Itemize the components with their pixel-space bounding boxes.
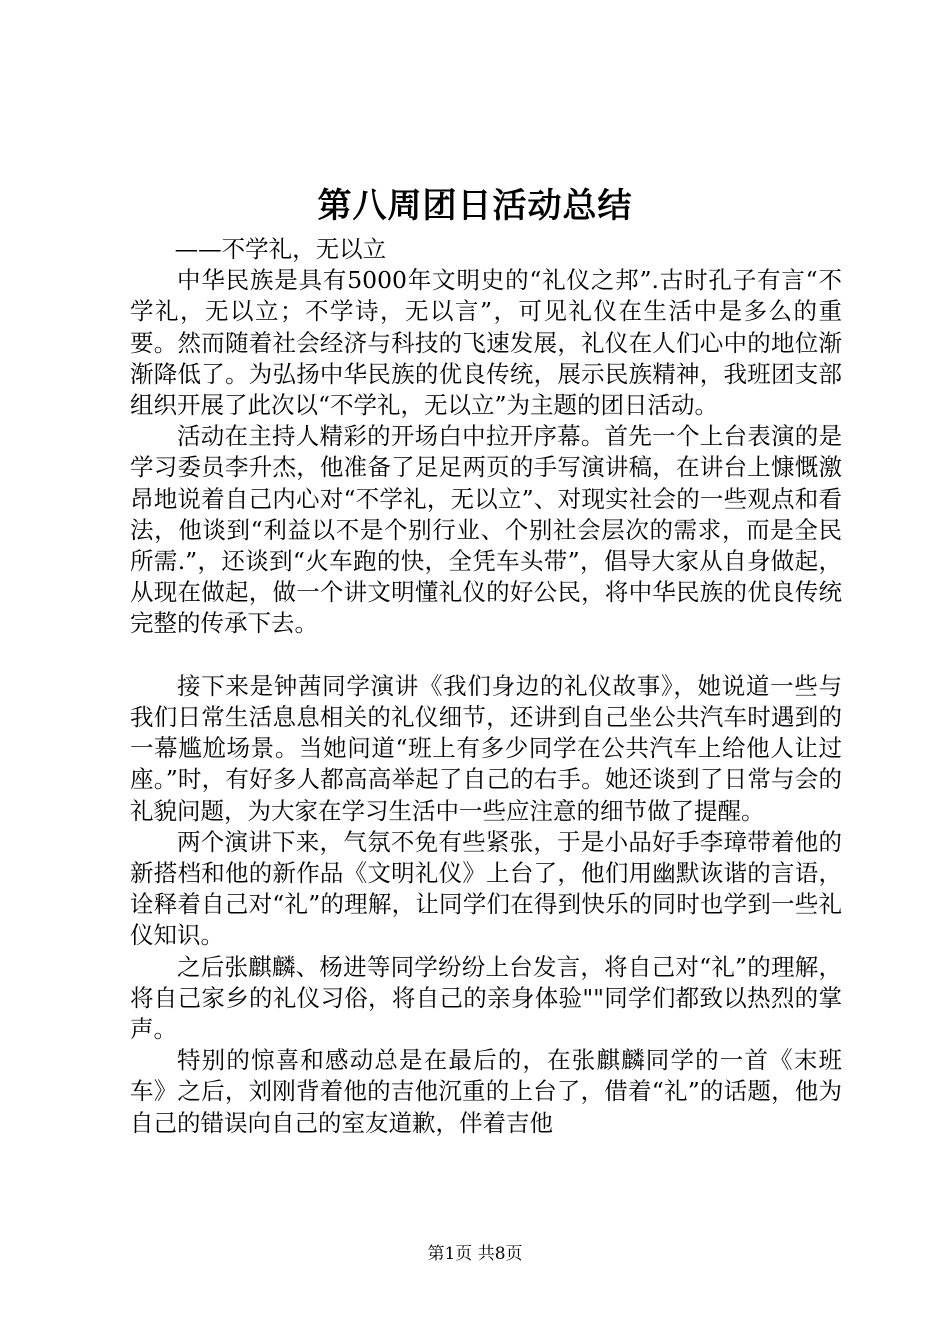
paragraph-finale: 特别的惊喜和感动总是在最后的，在张麒麟同学的一首《末班车》之后，刘刚背着他的吉他沉重的上台了，借着“礼”的话题，他为自己的错误向自己的室友道歉，伴着吉他 <box>130 1046 842 1137</box>
paragraph-speech: 接下来是钟茜同学演讲《我们身边的礼仪故事》，她说道一些与我们日常生活息息相关的礼仪细节，还讲到自己坐公共汽车时遇到的一幕尴尬场景。当她问道“班上有多少同学在公共汽车上给他人让过座。”时，有好多人都高高举起了自己的右手。她还谈到了日常与会的礼貌问题，为大家在学习生活中一些应注意的细节做了提醒。 <box>130 671 842 825</box>
paragraph-speakers: 之后张麒麟、杨进等同学纷纷上台发言，将自己对“礼”的理解，将自己家乡的礼仪习俗，将自己的亲身体验""同学们都致以热烈的掌声。 <box>130 952 842 1044</box>
document-subtitle: ——不学礼，无以立 <box>174 235 387 263</box>
paragraph-intro: 中华民族是具有5000年文明史的“礼仪之邦”.古时孔子有言“不学礼，无以立；不学诗，无以言”，可见礼仪在生活中是多么的重要。然而随着社会经济与科技的飞速发展，礼仪在人们心中的地位渐渐降低了。为弘扬中华民族的优良传统，展示民族精神，我班团支部组织开展了此次以“不学礼，无以立”为主题的团日活动。 <box>130 266 842 420</box>
paragraph-opening: 活动在主持人精彩的开场白中拉开序幕。首先一个上台表演的是学习委员李升杰，他准备了足足两页的手写演讲稿，在讲台上慷慨激昂地说着自己内心对“不学礼，无以立”、对现实社会的一些观点和看法，他谈到“利益以不是个别行业、个别社会层次的需求，而是全民所需.”，还谈到“火车跑的快，全凭车头带”，倡导大家从自身做起，从现在做起，做一个讲文明懂礼仪的好公民，将中华民族的优良传统完整的传承下去。 <box>130 422 842 638</box>
document-title: 第八周团日活动总结 <box>317 186 633 226</box>
page-number-footer: 第1页 共8页 <box>427 1244 523 1264</box>
blank-line <box>130 640 842 671</box>
paragraph-sketch: 两个演讲下来，气氛不免有些紧张，于是小品好手李璋带着他的新搭档和他的新作品《文明礼仪》上台了，他们用幽默诙谐的言语，诠释着自己对“礼”的理解，让同学们在得到快乐的同时也学到一些礼仪知识。 <box>130 827 842 950</box>
document-body <box>130 234 842 1139</box>
